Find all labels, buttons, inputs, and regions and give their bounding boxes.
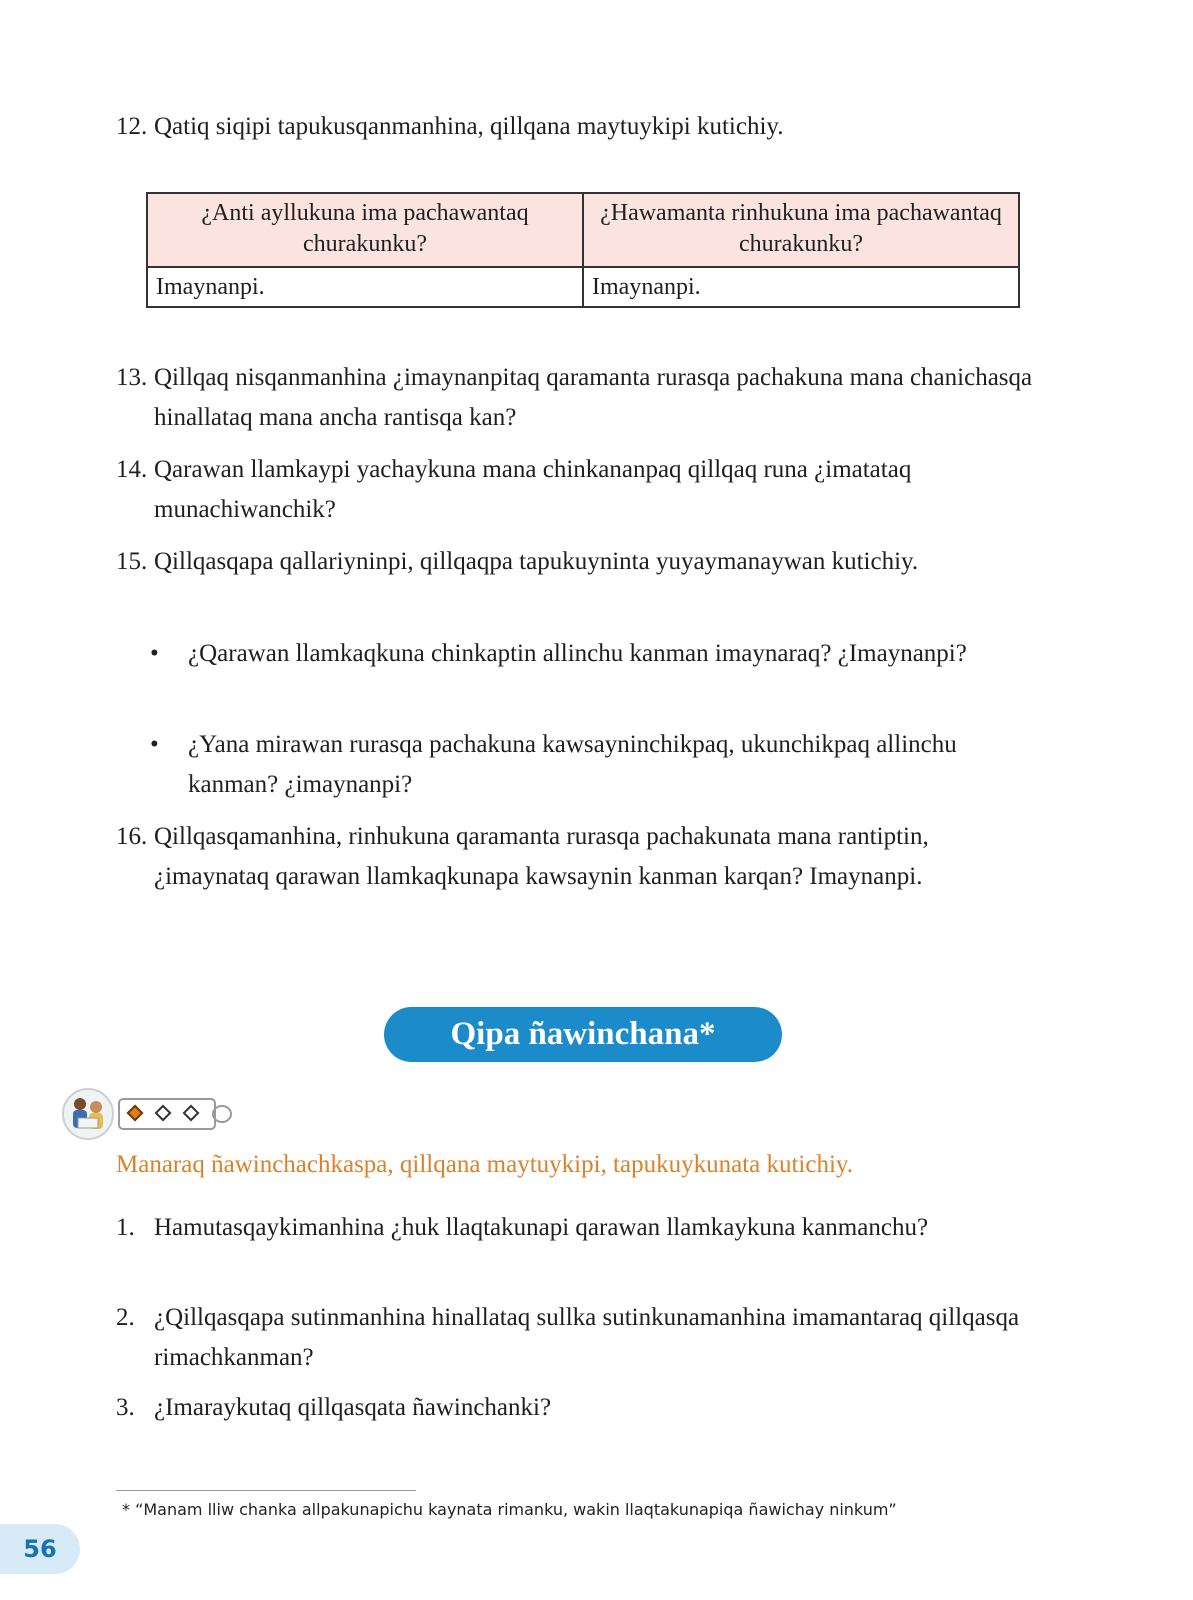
post-question-1 (116, 1208, 1046, 1248)
instruction-text: Manaraq ñawinchachkaspa, qillqana maytuykipi, tapukuykunata kutichiy. (116, 1151, 854, 1178)
table-header-left: ¿Anti ayllukuna ima pachawantaq churakunku? (147, 193, 583, 267)
question-number: 13. (116, 364, 148, 391)
diamond-empty-icon (155, 1105, 172, 1122)
bullet-text: ¿Yana mirawan rurasqa pachakuna kawsayninchikpaq, ukunchikpaq allinchu kanman? ¿imaynanpi? (188, 731, 957, 798)
question-text: Qillqaq nisqanmanhina ¿imaynanpitaq qaramanta rurasqa pachakuna mana chanichasqa hinallataq mana ancha rantisqa kan? (154, 364, 1033, 431)
table-cell-right: Imaynanpi. (583, 267, 1019, 307)
table-row (147, 267, 1019, 307)
tag-hole-icon (212, 1105, 232, 1123)
question-text: Qatiq siqipi tapukusqanmanhina, qillqana maytuykipi kutichiy. (154, 113, 784, 140)
level-badge (62, 1088, 242, 1138)
question-16 (116, 817, 1046, 897)
question-number: 16. (116, 823, 148, 850)
reading-children-icon (62, 1088, 114, 1140)
bullet-text: ¿Qarawan llamkaqkuna chinkaptin allinchu kanman imaynaraq? ¿Imaynanpi? (188, 640, 967, 667)
list-item (150, 634, 1030, 674)
section-title: Qipa ñawinchana* (384, 1007, 782, 1062)
diamond-filled-icon (127, 1105, 144, 1122)
question-number: 15. (116, 548, 148, 575)
difficulty-level (118, 1098, 216, 1130)
post-question-3 (116, 1388, 1046, 1428)
question-number: 1. (116, 1214, 135, 1241)
question-number: 3. (116, 1394, 135, 1421)
post-question-2 (116, 1298, 1046, 1378)
list-item (150, 725, 1030, 805)
question-text: ¿Imaraykutaq qillqasqata ñawinchanki? (154, 1394, 552, 1421)
question-number: 14. (116, 456, 148, 483)
question-text: Qarawan llamkaypi yachaykuna mana chinkananpaq qillqaq runa ¿imatataq munachiwanchik? (154, 456, 912, 523)
bullet-icon: • (150, 731, 159, 758)
question-number: 12. (116, 113, 148, 140)
question-text: Qillqasqapa qallariyninpi, qillqaqpa tapukuyninta yuyaymanaywan kutichiy. (154, 548, 919, 575)
question-13 (116, 358, 1046, 438)
diamond-empty-icon (183, 1105, 200, 1122)
question-15 (116, 542, 1046, 582)
footnote-divider (116, 1490, 416, 1491)
bullet-icon: • (150, 640, 159, 667)
question-text: Qillqasqamanhina, rinhukuna qaramanta rurasqa pachakunata mana rantiptin, ¿imaynataq qarawan llamkaqkunapa kawsaynin kanman karqan? Imaynanpi. (154, 823, 929, 890)
question-text: ¿Qillqasqapa sutinmanhina hinallataq sullka sutinkunamanhina imamantaraq qillqasqa rimachkanman? (154, 1304, 1020, 1371)
table-header-right: ¿Hawamanta rinhukuna ima pachawantaq churakunku? (583, 193, 1019, 267)
question-14 (116, 450, 1046, 530)
question-text: Hamutasqaykimanhina ¿huk llaqtakunapi qarawan llamkaykuna kanmanchu? (154, 1214, 929, 1241)
comparison-table (146, 192, 1020, 308)
footnote: * “Manam lliw chanka allpakunapichu kaynata rimanku, wakin llaqtakunapiqa ñawichay ninkum” (122, 1500, 897, 1519)
question-12 (116, 107, 1046, 147)
page-number: 56 (0, 1524, 80, 1574)
question-number: 2. (116, 1304, 135, 1331)
table-cell-left: Imaynanpi. (147, 267, 583, 307)
table-header-row (147, 193, 1019, 267)
